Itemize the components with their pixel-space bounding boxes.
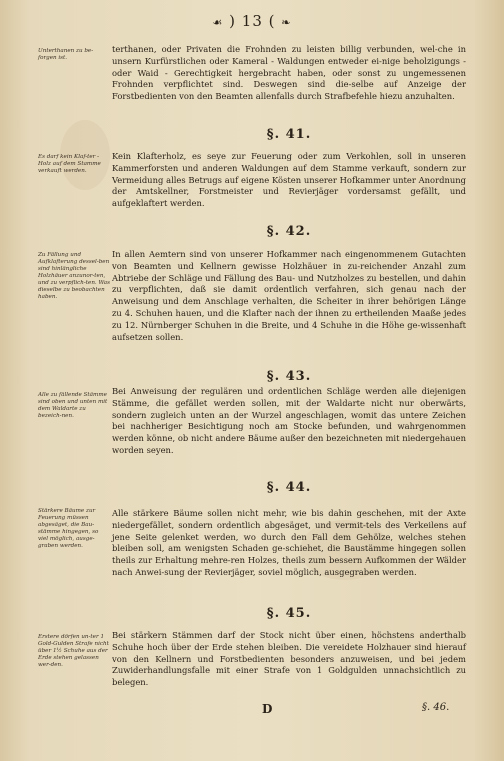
paragraph-text: terthanen, oder Privaten die Frohnden zu leisten billig verbunden, wel-che in unsern Kurfürstlichen oder Kameral - Waldungen entweder ei-nige beholzigungs - oder Waid - Gerechtigkeit hergebracht haben, oder sonst zu ungemessenen Frohnden verpflichtet sind. Deswegen sind die-selbe auf Anzeige der Forstbedienten von den Beamten allenfalls durch Strafbefehle hiezu anzuhalten. xyxy=(112,44,466,102)
signature-mark: D xyxy=(262,702,273,716)
paragraph xyxy=(112,508,466,579)
paragraph-text: In allen Aemtern sind von unserer Hofkammer nach eingenommenem Gutachten von Beamten und Kellnern gewisse Holzhäuer in zu-reichender Anzahl zum Abtriebe der Schläge und Fällung des Bau- und Nutzholzes zu bestellen, und dahin zu verpflichten, daß sie damit ordentlich verfahren, sich genau nach der Anweisung und dem Anschlage verhalten, die Scheiter in ihrer behörigen Länge zu 4. Schuhen hauen, und die Klafter nach der ihnen zu ertheilenden Maaße jedes zu 12. Nürnberger Schuhen in die Breite, und 4 Schuhe in die Höhe ge-wissenhaft aufsetzen sollen. xyxy=(112,249,466,342)
margin-note: Stärkere Bäume zur Feuerung müssen abgesäget, die Bau-stämme hingegen, so viel möglich, ausge-graben werden. xyxy=(38,508,99,549)
paragraph-text: Bei Anweisung der regulären und ordentlichen Schläge werden alle diejenigen Stämme, die gefället werden sollen, mit der Waldarte nicht nur oberwärts, sondern zugleich unten an der Wurzel angeschlagen, womit das untere Zeichen bei nachheriger Besichtigung noch am Stocke befunden, und wahrgenommen werden könne, ob nicht andere Bäume außer den bezeichneten mit niedergehauen worden seyen. xyxy=(112,386,466,455)
margin-note: Erstere dörfen un-ter 1 Gold-Gulden Strafe nicht über 1½ Schuhe aus der Erde stehen gelassen wer-den. xyxy=(38,634,109,668)
paragraph xyxy=(112,386,466,457)
catchword: §. 46. xyxy=(422,702,450,713)
paragraph-text: Alle stärkere Bäume sollen nicht mehr, wie bis dahin geschehen, mit der Axte niedergefället, sondern ordentlich abgesäget, und vermit-tels des Verkeilens auf jene Seite gelenket werden, wo durch den Fall dem Gehölze, welches stehen bleiben soll, am wenigsten Schaden ge-schiehet, die Baustämme hingegen sollen theils zur Erhaltung mehre-ren Holzes, theils zum bessern Aufkommen der Wälder nach Anwei-sung der Revierjäger, soviel möglich, ausgegraben werden. xyxy=(112,508,466,577)
paragraph-text: Bei stärkern Stämmen darf der Stock nicht über einen, höchstens anderthalb Schuhe hoch über der Erde stehen bleiben. Die vereidete Holzhauer sind hierauf von den Kellnern und Forstbedienten besonders anzuweisen, und bei jedem Zuwiderhandlungsfalle mit einer Strafe von 1 Goldgulden unnachsichtlich zu belegen. xyxy=(112,630,466,688)
paragraph xyxy=(112,249,466,343)
section-heading: §. 44. xyxy=(266,480,312,495)
paragraph-text: Kein Klafterholz, es seye zur Feuerung oder zum Verkohlen, soll in unseren Kammerforsten und anderen Waldungen auf dem Stamme verkauft, sondern zur Vermeidung alles Betrugs auf eigene Kösten unserer Hofkammer unter Anordnung der Amtskellner, Forstmeister und Revierjäger vordersamst gefällt, und aufgeklaftert werden. xyxy=(112,151,466,209)
margin-note: Zu Fällung und Aufklafterung dessel-ben sind hinlängliche Holzhäuer anzunor-ten, und zu verpflich-ten. Was dieselbe zu beobachten haben. xyxy=(38,252,110,300)
section-heading: §. 43. xyxy=(266,369,312,384)
section-heading: §. 45. xyxy=(266,606,312,621)
paragraph xyxy=(112,44,466,103)
page-header xyxy=(0,12,504,30)
paragraph xyxy=(112,151,466,210)
ornament-right-icon: ❧ xyxy=(281,16,292,29)
margin-note: Alle zu fällende Stämme sind oben und unten mit dem Waldarte zu bezeich-nen. xyxy=(38,392,108,419)
margin-note: Unterthanen zu be-forgen ist. xyxy=(38,48,94,61)
page-number: ) 13 ( xyxy=(229,12,276,30)
paragraph xyxy=(112,630,466,689)
section-heading: §. 41. xyxy=(266,127,312,142)
ornament-left-icon: ☙ xyxy=(212,16,224,29)
section-heading: §. 42. xyxy=(266,224,312,239)
margin-note: Es darf kein Klaf-ter - Holz auf dem Stamme verkauft werden. xyxy=(38,154,101,174)
